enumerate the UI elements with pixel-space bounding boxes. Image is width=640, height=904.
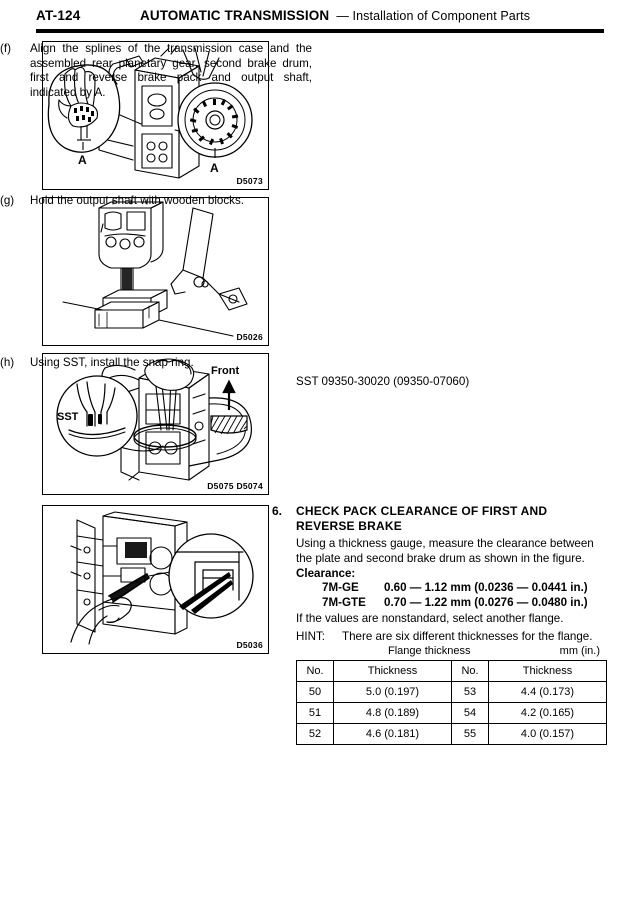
clearance-value-7mgte: 0.70 — 1.22 mm (0.0276 — 0.0480 in.): [384, 595, 588, 609]
figure-3-label-front: Front: [211, 365, 240, 377]
figure-4-detail-circle: [169, 534, 253, 618]
step-g: [0, 194, 312, 209]
table-cell-no: 53: [452, 682, 489, 703]
clearance-value-7mge: 0.60 — 1.12 mm (0.0236 — 0.0441 in.): [384, 581, 588, 594]
nonstandard-note: If the values are nonstandard, select another flange.: [296, 612, 564, 625]
clearance-engine-7mge: 7M-GE: [322, 581, 359, 594]
step-g-text: Hold the output shaft with wooden blocks.: [30, 194, 244, 207]
table-cell-no: 55: [452, 724, 489, 745]
table-cell-thickness: 4.0 (0.157): [489, 724, 607, 745]
table-cell-no: 51: [297, 703, 334, 724]
page-title-subtitle: Installation of Component Parts: [352, 9, 531, 23]
page-header: [36, 8, 604, 30]
hint-text: There are six different thicknesses for the flange.: [342, 630, 593, 643]
page-title-dash: —: [336, 9, 349, 23]
clearance-engine-7mgte: 7M-GTE: [322, 595, 366, 609]
figure-4-code: D5036: [236, 640, 263, 650]
table-cell-thickness: 4.4 (0.173): [489, 682, 607, 703]
step-h-text: Using SST, install the snap ring.: [30, 356, 194, 369]
section-6-intro: Using a thickness gauge, measure the clearance between the plate and second brake drum as shown in the figure.: [296, 537, 594, 565]
header-rule: [36, 29, 604, 33]
section-6-heading: CHECK PACK CLEARANCE OF FIRST AND REVERSE BRAKE: [296, 504, 548, 533]
flange-thickness-table-wrap: [296, 645, 602, 745]
table-caption-row: [296, 645, 602, 660]
table-row: [297, 703, 607, 724]
table-header-no-1: No.: [297, 661, 334, 682]
step-g-marker: (g): [0, 194, 15, 207]
clearance-spec-7mgte: [296, 596, 608, 611]
page-number: AT-124: [36, 8, 81, 23]
figure-4-drawing: [43, 506, 266, 651]
front-arrow-icon: [224, 382, 234, 410]
hint-row: [296, 629, 608, 644]
table-cell-thickness: 4.8 (0.189): [334, 703, 452, 724]
figure-panel-3: [42, 353, 269, 495]
figure-3-front-indicator: [211, 365, 247, 434]
table-row: [297, 724, 607, 745]
table-header-row: [297, 661, 607, 682]
table-row: [297, 682, 607, 703]
figure-3-code: D5075 D5074: [207, 481, 263, 491]
step-f: [0, 42, 312, 100]
figure-1-label-a-left: A: [78, 153, 87, 167]
table-caption: Flange thickness: [388, 645, 471, 657]
section-6-number: 6.: [272, 504, 283, 518]
figure-1-code: D5073: [236, 176, 263, 186]
page-title: [140, 8, 530, 23]
table-cell-thickness: 4.2 (0.165): [489, 703, 607, 724]
figure-3-detail-sst: [57, 376, 137, 456]
figure-panel-2: [42, 197, 269, 346]
table-cell-no: 54: [452, 703, 489, 724]
table-cell-no: 50: [297, 682, 334, 703]
figure-2-code: D5026: [236, 332, 263, 342]
hint-label: HINT:: [296, 630, 325, 643]
figure-1-label-a-right: A: [210, 161, 219, 175]
step-f-marker: (f): [0, 42, 11, 55]
section-6: [272, 504, 608, 533]
sst-part-numbers: SST 09350-30020 (09350-07060): [296, 375, 470, 388]
flange-thickness-table: [296, 660, 607, 745]
clearance-spec-7mge: [296, 581, 608, 596]
figure-3-drawing: [43, 354, 266, 492]
table-cell-thickness: 5.0 (0.197): [334, 682, 452, 703]
table-cell-no: 52: [297, 724, 334, 745]
table-header-thickness-1: Thickness: [334, 661, 452, 682]
page-title-main: AUTOMATIC TRANSMISSION: [140, 8, 330, 23]
table-cell-thickness: 4.6 (0.181): [334, 724, 452, 745]
figure-panel-4: [42, 505, 269, 654]
step-h-marker: (h): [0, 356, 15, 369]
step-h: [0, 356, 312, 371]
figure-3-label-sst: SST: [57, 411, 79, 423]
table-units: mm (in.): [559, 645, 600, 657]
figure-2-drawing: [43, 198, 266, 343]
clearance-label: Clearance:: [296, 567, 356, 580]
table-header-thickness-2: Thickness: [489, 661, 607, 682]
step-f-text: Align the splines of the transmission case and the assembled rear planetary gear, second brake drum, first and reverse brake pack and output shaft, indicated by A.: [30, 42, 312, 99]
table-header-no-2: No.: [452, 661, 489, 682]
